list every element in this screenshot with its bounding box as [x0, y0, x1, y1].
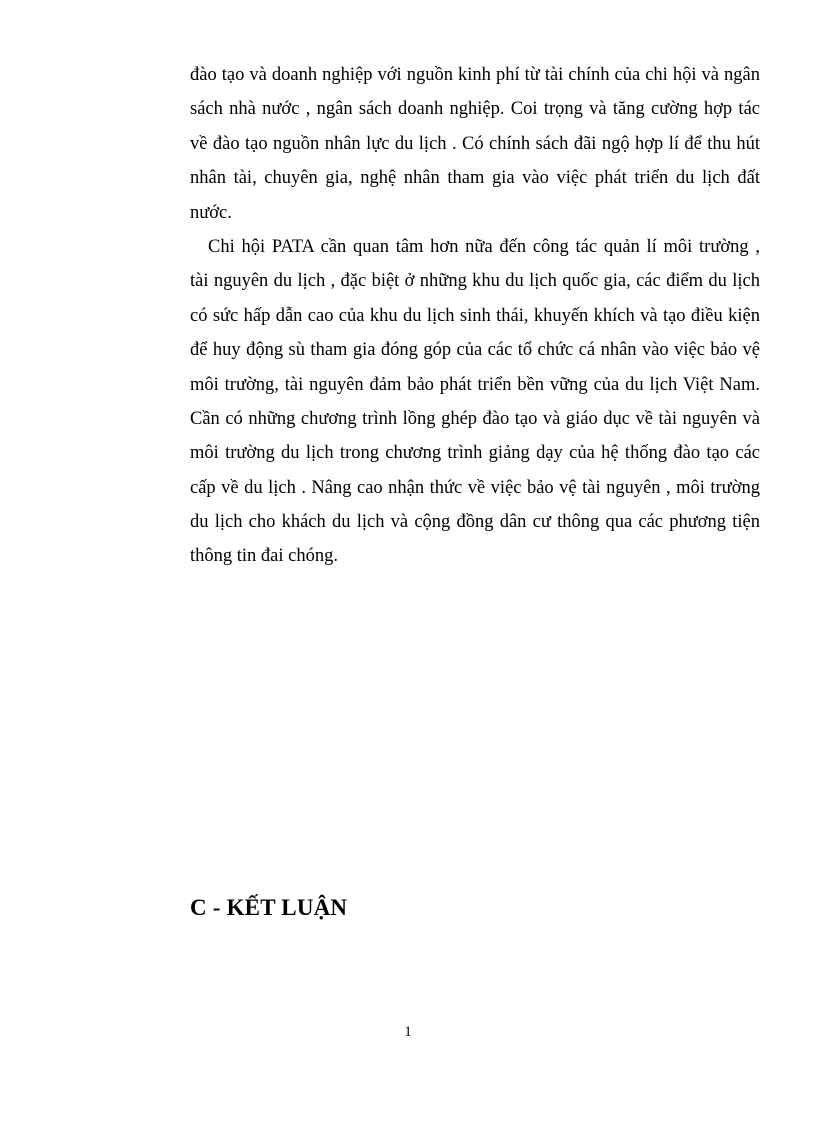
paragraph-line: sách nhà nước , ngân sách doanh nghiệp. Coi trọng và tăng cường hợp tác	[190, 99, 760, 120]
paragraph-line: nước.	[190, 202, 232, 223]
paragraph-line: Chi hội PATA cần quan tâm hơn nữa đến công tác quản lí môi trường ,	[208, 236, 760, 257]
body-text	[190, 58, 760, 574]
paragraph-line: cấp về du lịch . Nâng cao nhận thức về việc bảo vệ tài nguyên , môi trường	[190, 477, 760, 498]
paragraph-line: Cần có những chương trình lồng ghép đào tạo và giáo dục về tài nguyên và	[190, 408, 760, 429]
paragraph-line: môi trường, tài nguyên đảm bảo phát triển bền vững của du lịch Việt Nam.	[190, 374, 760, 395]
paragraph-line: môi trường du lịch trong chương trình giảng dạy của hệ thống đào tạo các	[190, 443, 760, 464]
page-number: 1	[404, 1024, 412, 1040]
section-heading: C - KẾT LUẬN	[190, 895, 348, 920]
paragraph-line: nhân tài, chuyên gia, nghệ nhân tham gia vào việc phát triển du lịch đất	[190, 168, 760, 189]
paragraph-line: về đào tạo nguồn nhân lực du lịch . Có chính sách đãi ngộ hợp lí để thu hút	[190, 133, 760, 154]
paragraph-line: để huy động sù tham gia đóng góp của các tổ chức cá nhân vào việc bảo vệ	[190, 340, 760, 361]
paragraph-line: tài nguyên du lịch , đặc biệt ở những khu du lịch quốc gia, các điểm du lịch	[190, 271, 760, 292]
paragraph-2	[190, 230, 760, 574]
paragraph-1	[190, 58, 760, 230]
paragraph-line: thông tin đai chóng.	[190, 546, 338, 567]
paragraph-line: du lịch cho khách du lịch và cộng đồng dân cư thông qua các phương tiện	[190, 512, 760, 533]
paragraph-line: đào tạo và doanh nghiệp với nguồn kinh phí từ tài chính của chi hội và ngân	[190, 65, 760, 85]
paragraph-line: có sức hấp dẫn cao của khu du lịch sinh thái, khuyến khích và tạo điều kiện	[190, 305, 760, 326]
